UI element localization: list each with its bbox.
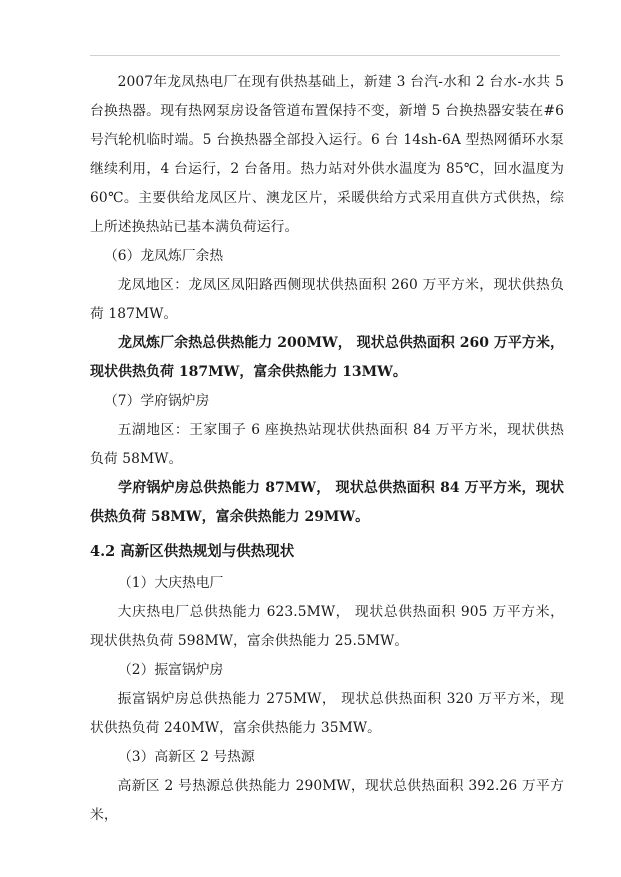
subheading-zhenfu-boiler: （2）振富锅炉房	[118, 662, 224, 678]
header-rule	[90, 55, 560, 56]
paragraph-gaoxin-source-2: 高新区 2 号热源总供热能力 290MW，现状总供热面积 392.26 万平方米，	[90, 778, 564, 823]
subheading-gaoxin-source-2: （3）高新区 2 号热源	[118, 749, 255, 765]
paragraph-xuefu-summary: 学府锅炉房总供热能力 87MW， 现状总供热面积 84 万平方米，现状供热负荷 58MW，富余供热能力 29MW。	[90, 480, 564, 525]
paragraph-longfeng-refinery-summary: 龙凤炼厂余热总供热能力 200MW， 现状总供热面积 260 万平方米，现状供热负荷 187MW，富余供热能力 13MW。	[90, 335, 564, 380]
paragraph-daqing-plant: 大庆热电厂总供热能力 623.5MW， 现状总供热面积 905 万平方米，现状供热负荷 598MW，富余供热能力 25.5MW。	[90, 604, 564, 649]
subheading-xuefu-boiler: （7）学府锅炉房	[104, 393, 210, 409]
paragraph-zhenfu-boiler: 振富锅炉房总供热能力 275MW， 现状总供热面积 320 万平方米，现状供热负荷 240MW，富余供热能力 35MW。	[90, 691, 564, 736]
paragraph-wuhu-area: 五湖地区：王家围子 6 座换热站现状供热面积 84 万平方米，现状供热负荷 58MW。	[90, 422, 564, 467]
paragraph-longfeng-area: 龙凤地区：龙凤区凤阳路西侧现状供热面积 260 万平方米，现状供热负荷 187MW。	[90, 277, 564, 322]
document-body	[90, 68, 564, 830]
subheading-longfeng-refinery: （6）龙凤炼厂余热	[104, 248, 224, 264]
section-heading-4-2: 4.2 高新区供热规划与供热现状	[90, 543, 295, 560]
paragraph-longfeng-plant: 2007年龙凤热电厂在现有供热基础上，新建 3 台汽-水和 2 台水-水共 5 台换热器。现有热网泵房设备管道布置保持不变，新增 5 台换热器安装在#6 号汽轮机临时端。5 台换热器全部投入运行。6 台 14sh-6A 型热网循环水泵继续利用，4 台运行，2 台备用。热力站对外供水温度为 85℃，回水温度为 60℃。主要供给龙凤区片、澳龙区片，采暖供给方式采用直供方式供热，综上所述换热站已基本满负荷运行。	[90, 74, 564, 235]
subheading-daqing-plant: （1）大庆热电厂	[118, 575, 224, 591]
